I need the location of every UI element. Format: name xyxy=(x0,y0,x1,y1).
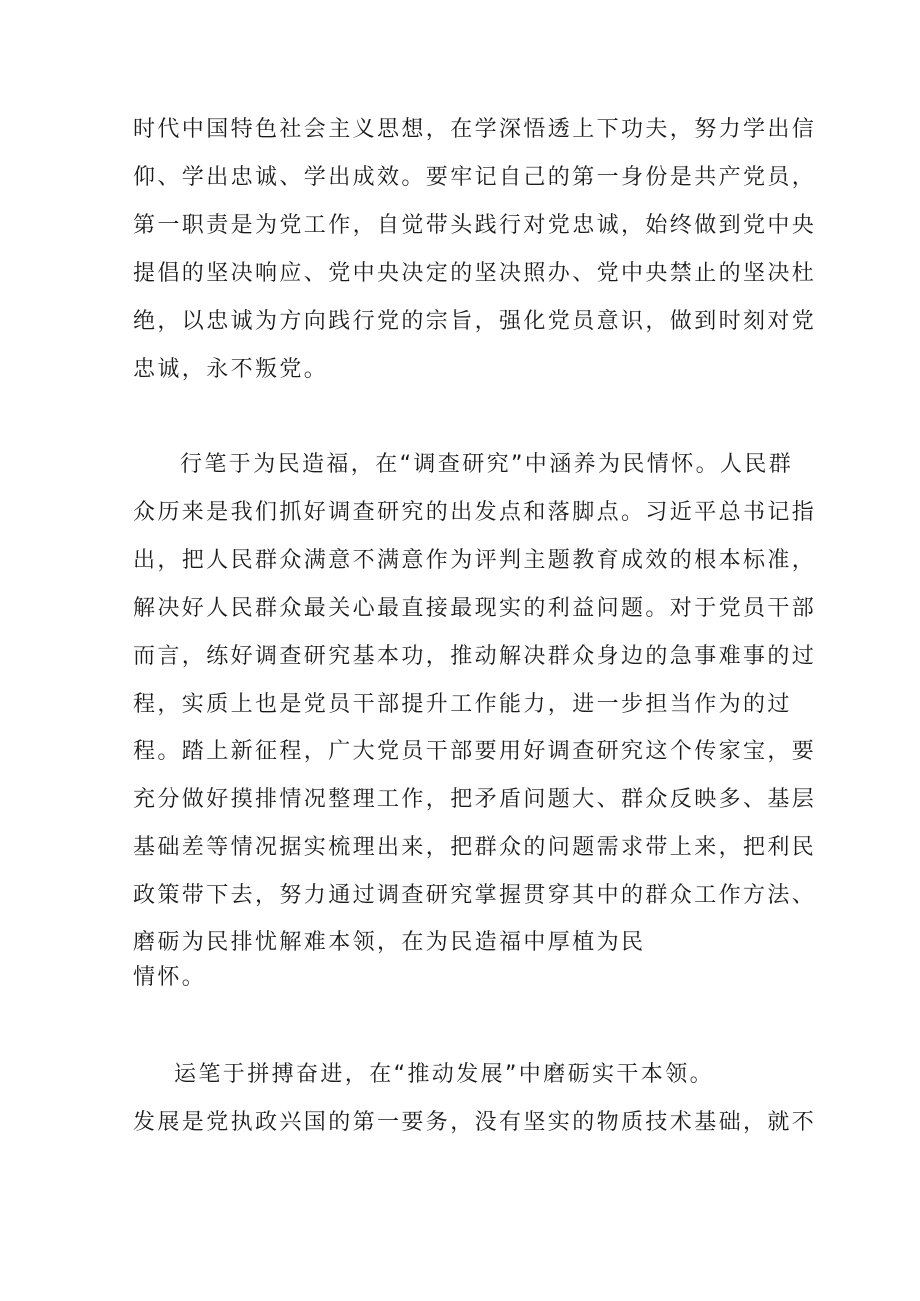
text-line: 基础差等情况据实梳理出来，把群众的问题需求带上来，把利民 xyxy=(133,835,817,860)
text-line: 第一职责是为党工作，自觉带头践行对党忠诚，始终做到党中央 xyxy=(133,213,817,238)
text-line: 行笔于为民造福，在“调查研究”中涵养为民情怀。人民群 xyxy=(180,452,794,477)
text-line: 众历来是我们抓好调查研究的出发点和落脚点。习近平总书记指 xyxy=(133,500,817,525)
text-line: 充分做好摸排情况整理工作，把矛盾问题大、群众反映多、基层 xyxy=(133,787,817,812)
text-line: 时代中国特色社会主义思想，在学深悟透上下功夫，努力学出信 xyxy=(133,117,817,142)
text-line: 情怀。 xyxy=(133,965,207,990)
text-line: 磨砺为民排忧解难本领，在为民造福中厚植为民 xyxy=(133,930,646,955)
text-line: 解决好人民群众最关心最直接最现实的利益问题。对于党员干部 xyxy=(133,596,817,621)
text-line: 仰、学出忠诚、学出成效。要牢记自己的第一身份是共产党员， xyxy=(133,165,817,190)
text-line: 政策带下去，努力通过调查研究掌握贯穿其中的群众工作方法、 xyxy=(133,883,817,908)
text-line: 程，实质上也是党员干部提升工作能力，进一步担当作为的过 xyxy=(133,692,792,717)
text-line: 提倡的坚决响应、党中央决定的坚决照办、党中央禁止的坚决杜 xyxy=(133,261,817,286)
text-line: 而言，练好调查研究基本功，推动解决群众身边的急事难事的过 xyxy=(133,644,817,669)
text-line: 绝，以忠诚为方向践行党的宗旨，强化党员意识，做到时刻对党 xyxy=(133,309,817,334)
text-line: 发展是党执政兴国的第一要务，没有坚实的物质技术基础，就不 xyxy=(133,1110,817,1135)
text-line: 运笔于拼搏奋进，在“推动发展”中磨砺实干本领。 xyxy=(174,1062,714,1087)
text-line: 忠诚，永不叛党。 xyxy=(133,357,329,382)
text-line: 程。踏上新征程，广大党员干部要用好调查研究这个传家宝，要 xyxy=(133,739,817,764)
text-line: 出，把人民群众满意不满意作为评判主题教育成效的根本标准， xyxy=(133,548,817,573)
